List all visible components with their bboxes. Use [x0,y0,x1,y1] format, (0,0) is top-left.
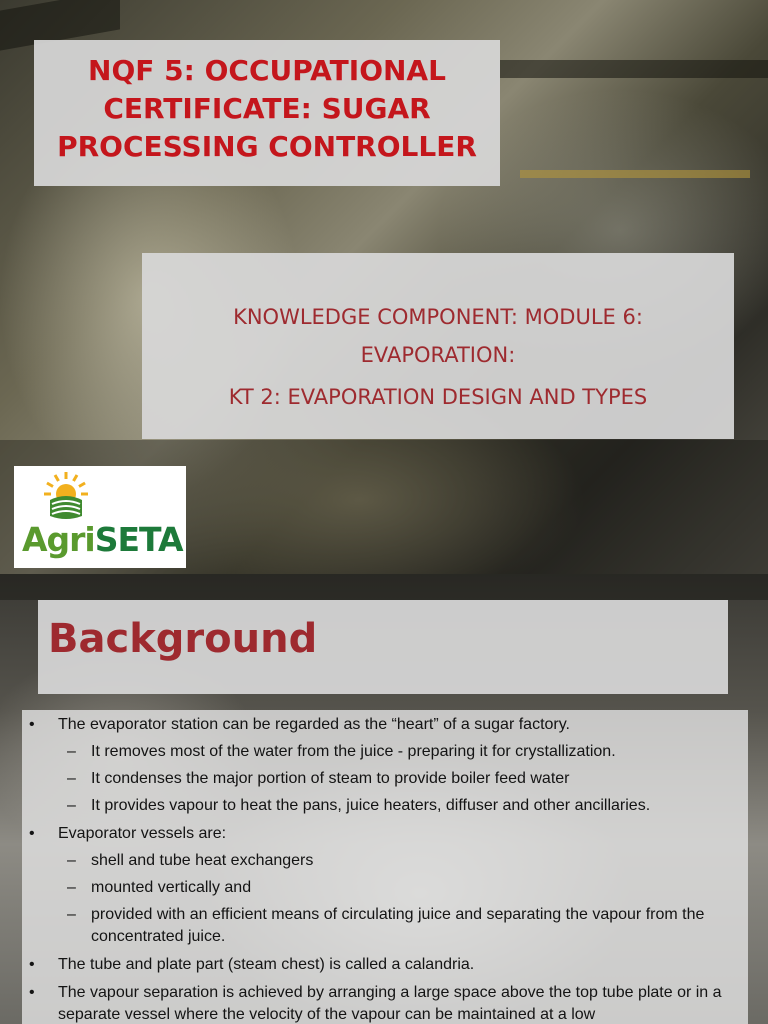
subtitle-line: EVAPORATION: [360,343,516,367]
logo-text-seta: SETA [94,520,183,559]
bullet-item: • The tube and plate part (steam chest) is called a calandria. [22,954,734,976]
bullet-item: • The evaporator station can be regarded as the “heart” of a sugar factory. [22,714,734,736]
sub-bullet-item: – It removes most of the water from the juice - preparing it for crystallization. [22,741,734,763]
sub-bullet-item: – mounted vertically and [22,877,734,899]
section-title: Background [48,616,318,662]
bullet-item: • Evaporator vessels are: [22,823,734,845]
title-line: PROCESSING CONTROLLER [57,130,477,163]
sub-bullet-item: – It provides vapour to heat the pans, juice heaters, diffuser and other ancillaries. [22,795,734,817]
background-beam [500,60,768,78]
logo-text-agri: Agri [22,520,95,559]
bullet-item: • The vapour separation is achieved by arranging a large space above the top tube plate or in a separate vessel where the velocity of the vapour can be maintained at a low [22,982,734,1024]
title-line: NQF 5: OCCUPATIONAL [88,54,446,87]
background-beam [0,574,768,600]
bullet-list [22,714,734,1024]
sub-bullet-item: – provided with an efficient means of circulating juice and separating the vapour from the concentrated juice. [22,904,734,948]
slide-title [34,40,500,186]
sub-bullet-item: – It condenses the major portion of steam to provide boiler feed water [22,768,734,790]
sub-bullet-item: – shell and tube heat exchangers [22,850,734,872]
logo-wordmark [22,520,183,559]
subtitle-line: KT 2: EVAPORATION DESIGN AND TYPES [228,385,648,409]
slide-subtitle [142,253,734,439]
subtitle-line: KNOWLEDGE COMPONENT: MODULE 6: [233,305,643,329]
sun-field-icon [36,470,96,522]
agriseta-logo [14,466,186,568]
background-slide [0,574,768,1024]
background-beam [520,170,750,178]
title-line: CERTIFICATE: SUGAR [103,92,431,125]
heading-box [38,600,728,694]
